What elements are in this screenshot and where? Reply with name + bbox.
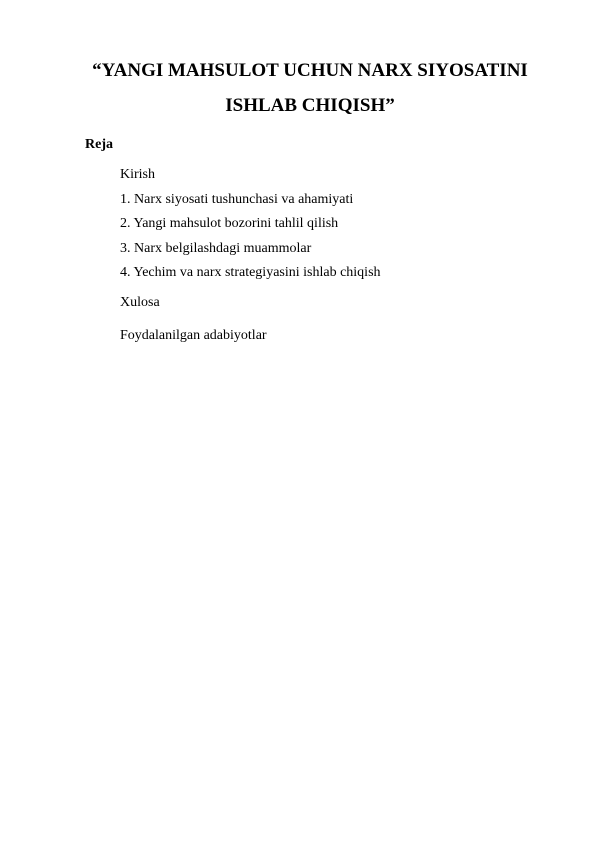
- plan-item-2: 2. Yangi mahsulot bozorini tahlil qilish: [120, 216, 339, 231]
- plan-item-1: 1. Narx siyosati tushunchasi va ahamiyati: [120, 192, 354, 207]
- plan-item-references: Foydalanilgan adabiyotlar: [120, 328, 267, 343]
- plan-item-introduction: Kirish: [120, 167, 155, 182]
- plan-item-4: 4. Yechim va narx strategiyasini ishlab chiqish: [120, 265, 381, 280]
- plan-item-3: 3. Narx belgilashdagi muammolar: [120, 241, 312, 256]
- plan-item-conclusion: Xulosa: [120, 295, 160, 310]
- plan-heading: Reja: [85, 137, 113, 152]
- document-title-line-1: “YANGI MAHSULOT UCHUN NARX SIYOSATINI: [92, 60, 528, 81]
- document-title-line-2: ISHLAB CHIQISH”: [225, 95, 395, 116]
